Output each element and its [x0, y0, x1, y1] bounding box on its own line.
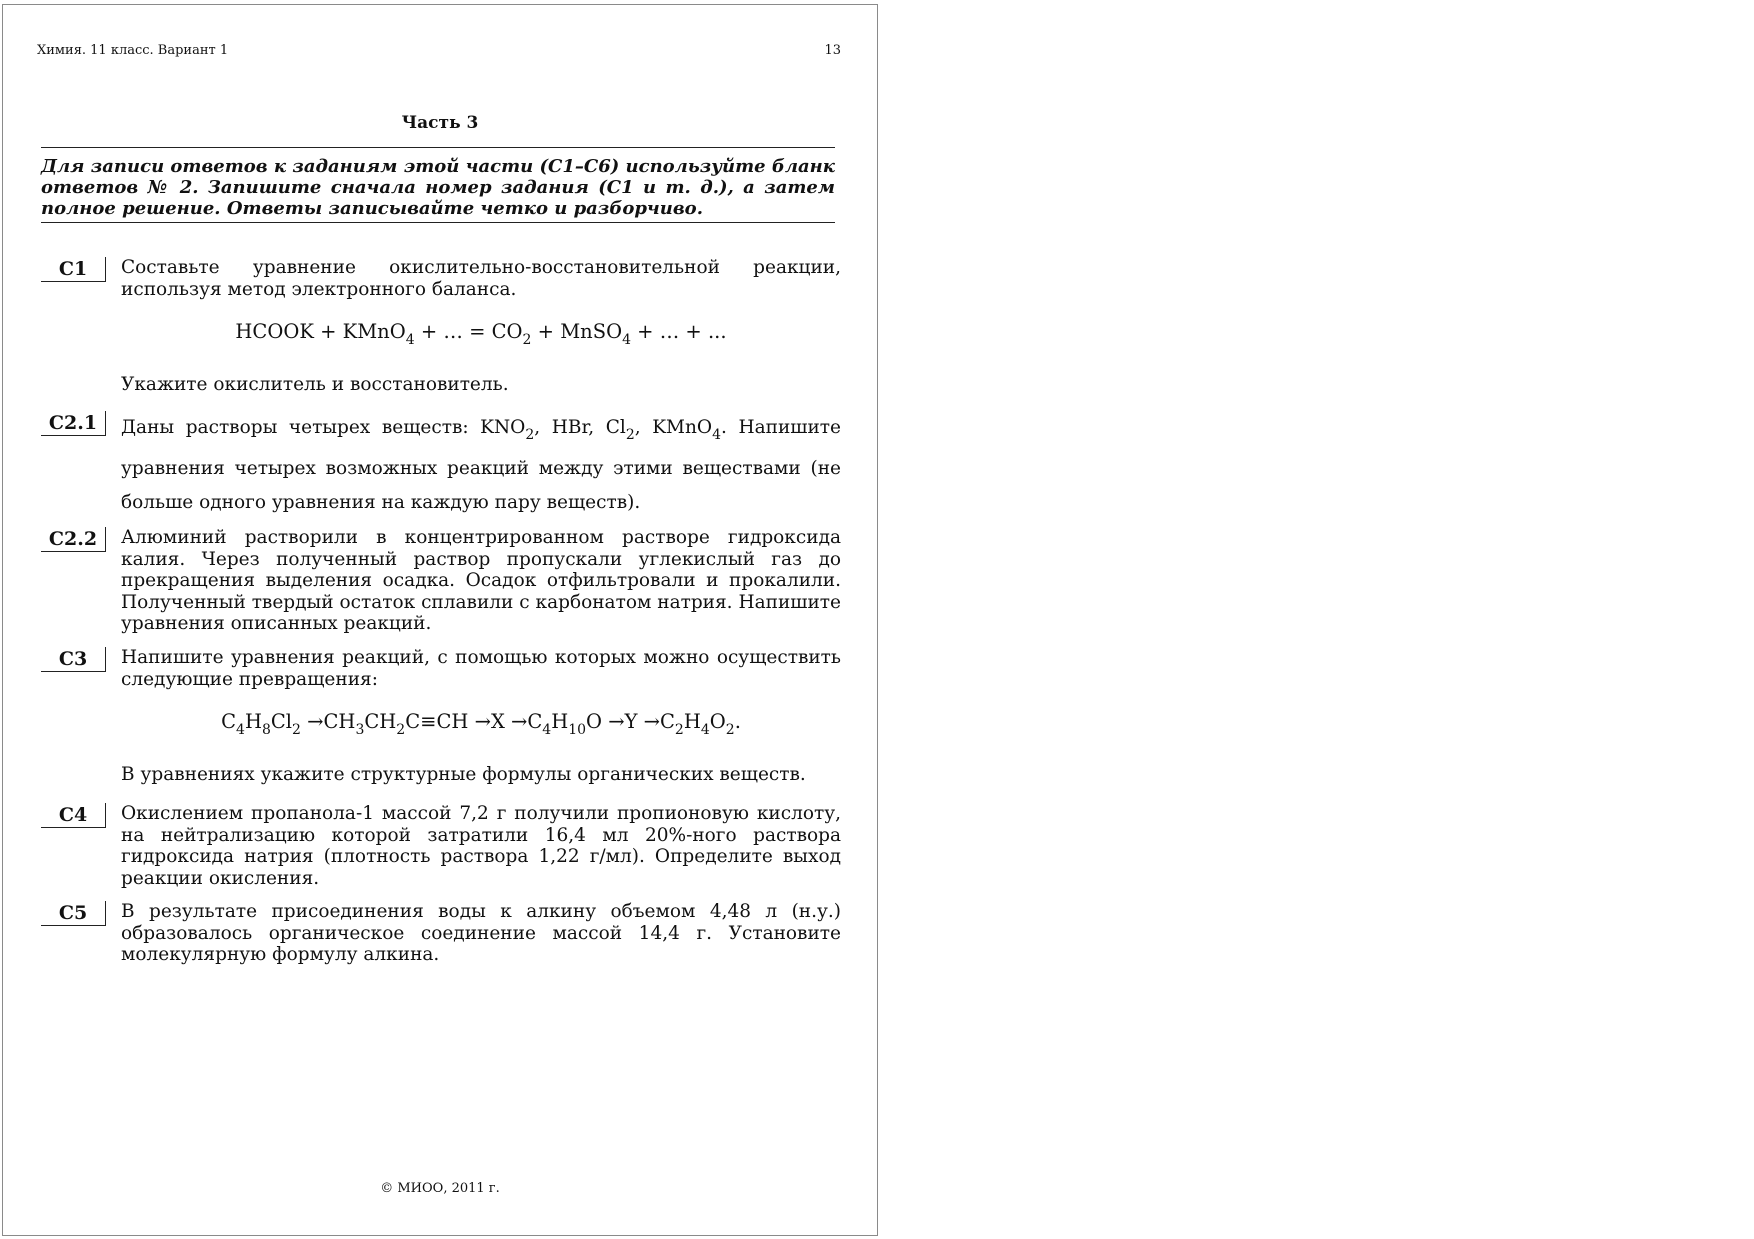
- task-label: С3: [41, 647, 106, 672]
- task-label: С5: [41, 901, 106, 926]
- task-text: Составьте уравнение окислительно-восстановительной реакции, используя метод электронного баланса.: [121, 257, 841, 300]
- task-c3: [41, 647, 841, 786]
- reaction-formula: HCOOK + KMnO$_4$ + … = $CO_2$ + MnSO$_4$ + … + ...: [235, 320, 727, 348]
- header-page-number: 13: [824, 43, 841, 58]
- task-text: Даны растворы четырех веществ: $KNO_2$, HBr, $Cl_2$, KMnO$_4$. Напишите уравнения четырех возможных реакций между этими веществами (не больше одного уравнения на каждую пару веществ).: [121, 417, 841, 513]
- copyright-footer: © МИОО, 2011 г.: [380, 1181, 500, 1196]
- task-label: С2.1: [41, 411, 106, 436]
- task-label: С2.2: [41, 527, 106, 552]
- task-c2-1: [41, 411, 841, 520]
- task-c5: [41, 901, 841, 966]
- transformation-chain: $C_4H_8Cl_2 \to CH_3CH_2C\equiv CH \to X \to C_4H_{10}O \to Y \to C_2H_4O_2$.: [221, 710, 741, 738]
- task-text: В результате присоединения воды к алкину объемом 4,48 л (н.у.) образовалось органическое соединение массой 14,4 г. Установите молекулярную формулу алкина.: [121, 901, 841, 965]
- document-page: [2, 4, 878, 1236]
- task-c1: [41, 257, 841, 396]
- task-text-after: В уравнениях укажите структурные формулы органических веществ.: [121, 764, 806, 785]
- task-c4: [41, 803, 841, 889]
- header-subject: Химия. 11 класс. Вариант 1: [37, 43, 229, 58]
- task-label: С4: [41, 803, 106, 828]
- task-label: С1: [41, 257, 106, 282]
- part-title: Часть 3: [401, 113, 479, 133]
- task-text-after: Укажите окислитель и восстановитель.: [121, 374, 509, 395]
- task-text: Алюминий растворили в концентрированном растворе гидроксида калия. Через полученный раствор пропускали углекислый газ до прекращения выделения осадка. Осадок отфильтровали и прокалили. Полученный твердый остаток сплавили с карбонатом натрия. Напишите уравнения описанных реакций.: [121, 527, 841, 634]
- task-text: Окислением пропанола-1 массой 7,2 г получили пропионовую кислоту, на нейтрализацию которой затратили 16,4 мл 20%-ного раствора гидроксида натрия (плотность раствора 1,22 г/мл). Определите выход реакции окисления.: [121, 803, 841, 889]
- instructions: Для записи ответов к заданиям этой части (С1–С6) используйте бланк ответов № 2. Запишите сначала номер задания (С1 и т. д.), а затем полное решение. Ответы записывайте четко и разборчиво.: [41, 147, 835, 223]
- task-c2-2: [41, 527, 841, 635]
- task-text: Напишите уравнения реакций, с помощью которых можно осуществить следующие превращения:: [121, 647, 841, 690]
